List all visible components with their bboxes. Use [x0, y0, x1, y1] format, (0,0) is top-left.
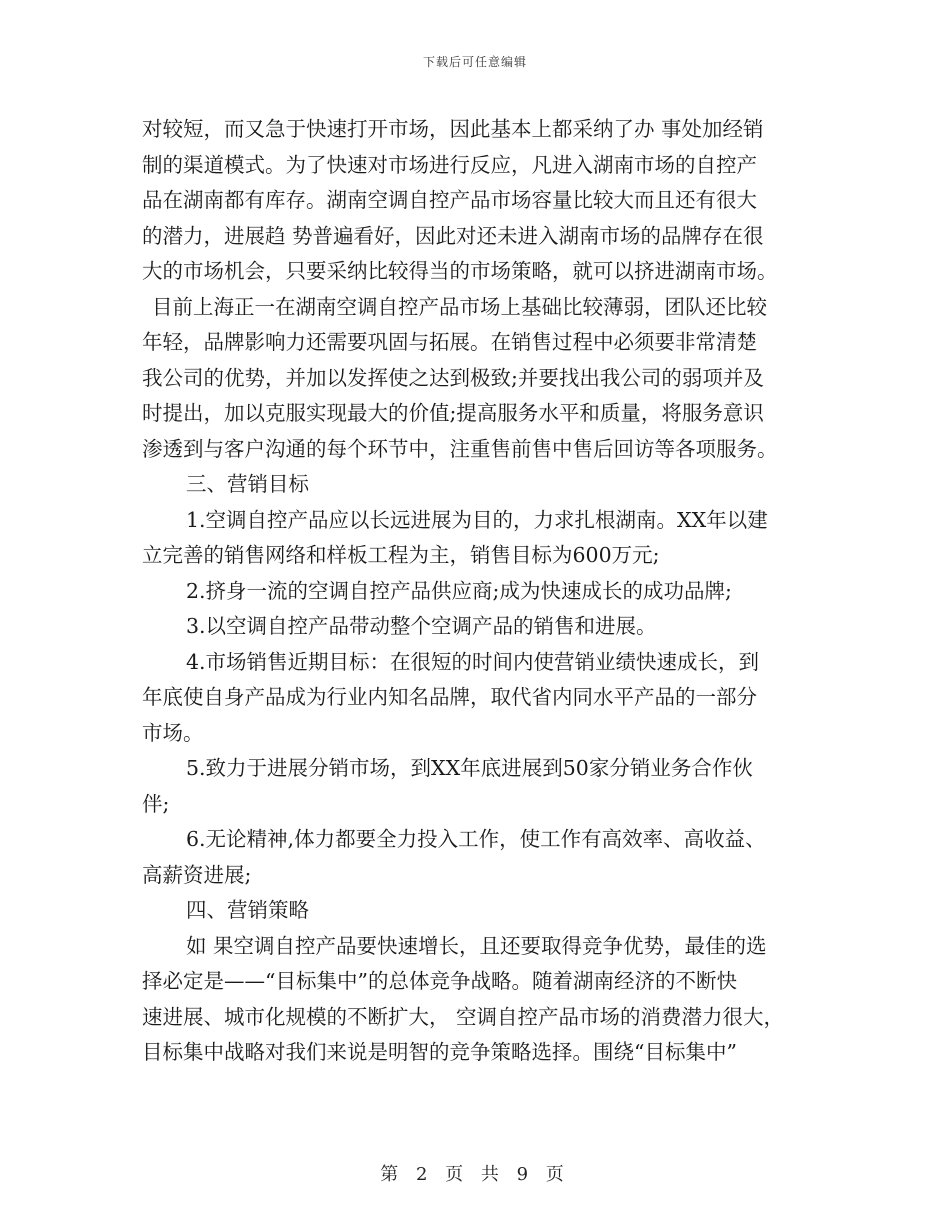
page-header: 下载后可任意编辑	[422, 55, 527, 69]
body-line: 年底使自身产品成为行业内知名品牌，取代省内同水平产品的一部分	[142, 685, 757, 709]
body-line: 高薪资进展;	[142, 862, 252, 887]
body-line: 1.空调自控产品应以长远进展为目的，力求扎根湖南。XX年以建	[186, 507, 768, 532]
body-line: 制的渠道模式。为了快速对市场进行反应，凡进入湖南市场的自控产	[142, 152, 757, 177]
body-line: 品在湖南都有库存。湖南空调自控产品市场容量比较大而且还有很大	[142, 188, 757, 212]
page-footer: 第 2 页 共 9 页	[380, 1164, 570, 1185]
body-line: 目前上海正一在湖南空调自控产品市场上基础比较薄弱，团队还比较	[152, 294, 767, 319]
body-line: 我公司的优势，并加以发挥使之达到极致;并要找出我公司的弱项并及	[142, 365, 764, 390]
body-line: 4.市场销售近期目标：在很短的时间内使营销业绩快速成长，到	[186, 649, 760, 674]
body-line: 渗透到与客户沟通的每个环节中，注重售前售中售后回访等各项服务。	[142, 436, 778, 461]
body-line: 伴;	[142, 791, 170, 816]
body-line: 目标集中战略对我们来说是明智的竞争策略选择。围绕“目标集中”	[142, 1040, 737, 1064]
body-line: 的潜力，进展趋 势普遍看好，因此对还未进入湖南市场的品牌存在很	[142, 223, 764, 248]
body-line: 市场。	[142, 720, 204, 745]
document-body	[142, 112, 810, 1071]
body-line: 对较短，而又急于快速打开市场，因此基本上都采纳了办 事处加经销	[142, 117, 764, 141]
body-line: 5.致力于进展分销市场，到XX年底进展到50家分销业务合作伙	[186, 756, 753, 780]
body-line: 择必定是——“目标集中”的总体竞争战略。随着湖南经济的不断快	[142, 969, 737, 993]
body-line: 2.挤身一流的空调自控产品供应商;成为快速成长的成功品牌;	[186, 578, 732, 603]
section-heading: 三、营销目标	[186, 472, 309, 496]
body-line: 速进展、城市化规模的不断扩大， 空调自控产品市场的消费潜力很大，	[142, 1004, 785, 1029]
body-line: 3.以空调自控产品带动整个空调产品的销售和进展。	[186, 614, 657, 638]
body-line: 立完善的销售网络和样板工程为主，销售目标为600万元;	[142, 543, 660, 567]
body-line: 时提出，加以克服实现最大的价值;提高服务水平和质量，将服务意识	[142, 401, 764, 425]
section-heading: 四、营销策略	[186, 898, 309, 922]
body-line: 如 果空调自控产品要快速增长，且还要取得竞争优势，最佳的选	[186, 933, 767, 958]
body-line: 年轻，品牌影响力还需要巩固与拓展。在销售过程中必须要非常清楚	[142, 330, 757, 354]
body-line: 6.无论精神,体力都要全力投入工作，使工作有高效率、高收益、	[186, 827, 766, 851]
body-line: 大的市场机会，只要采纳比较得当的市场策略，就可以挤进湖南市场。	[142, 259, 778, 283]
